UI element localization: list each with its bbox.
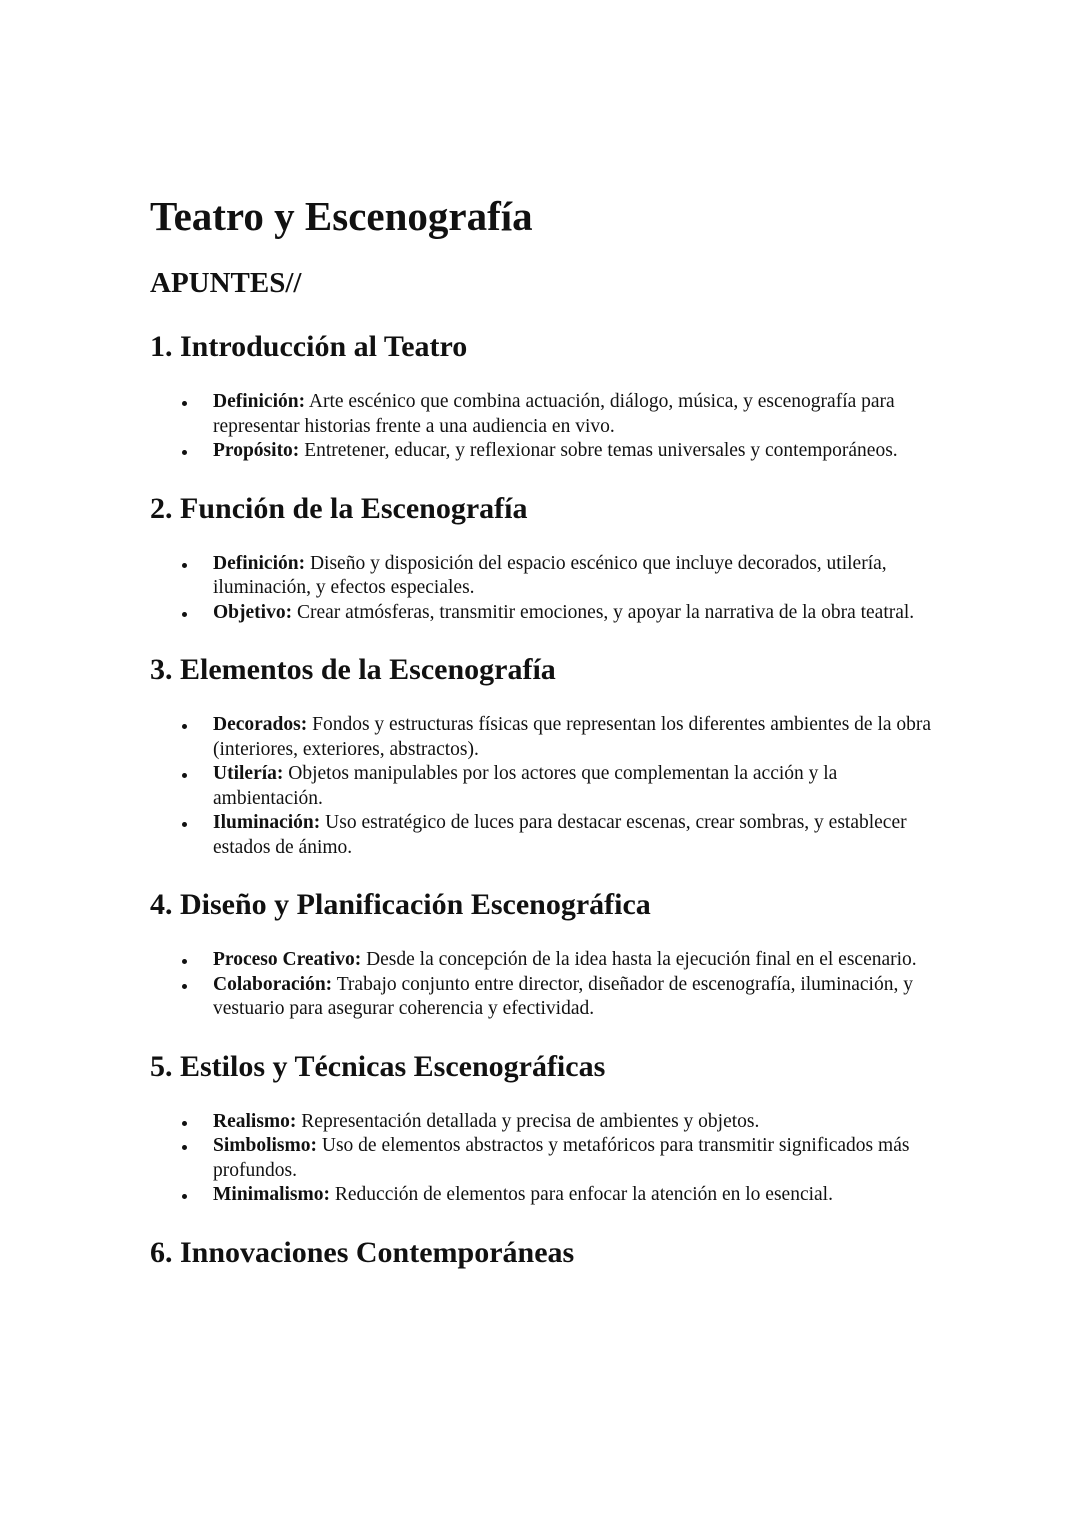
item-text: Uso estratégico de luces para destacar escenas, crear sombras, y establecer estados de ánimo. xyxy=(213,812,907,858)
bullet-icon xyxy=(182,1145,187,1150)
item-text: Representación detallada y precisa de ambientes y objetos. xyxy=(296,1110,760,1132)
list-item xyxy=(150,1134,940,1183)
item-text: Diseño y disposición del espacio escénico que incluye decorados, utilería, iluminación, y efectos especiales. xyxy=(213,552,887,598)
section-heading: 6. Innovaciones Contemporáneas xyxy=(150,1235,575,1269)
item-text: Crear atmósferas, transmitir emociones, y apoyar la narrativa de la obra teatral. xyxy=(292,601,915,623)
item-text: Objetos manipulables por los actores que complementan la acción y la ambientación. xyxy=(213,763,838,809)
bullet-list xyxy=(150,713,940,860)
item-text: Entretener, educar, y reflexionar sobre temas universales y contemporáneos. xyxy=(299,440,898,461)
item-term: Colaboración: xyxy=(213,973,333,995)
item-term: Utilería: xyxy=(213,763,284,784)
bullet-icon xyxy=(182,773,187,778)
section-heading: 1. Introducción al Teatro xyxy=(150,330,468,363)
list-item xyxy=(150,713,940,762)
item-text: Arte escénico que combina actuación, diálogo, música, y escenografía para representar historias frente a una audiencia en vivo. xyxy=(213,391,895,437)
list-item xyxy=(150,601,940,626)
item-term: Definición: xyxy=(213,552,306,574)
item-term: Minimalismo: xyxy=(213,1184,330,1205)
item-term: Definición: xyxy=(213,391,306,412)
bullet-list xyxy=(150,390,940,464)
list-item xyxy=(150,439,940,464)
item-text: Desde la concepción de la idea hasta la ejecución final en el escenario. xyxy=(361,949,917,970)
section-heading: 5. Estilos y Técnicas Escenográficas xyxy=(150,1049,606,1083)
bullet-list xyxy=(150,1110,940,1208)
item-term: Simbolismo: xyxy=(213,1135,318,1156)
list-item xyxy=(150,552,940,601)
bullet-icon xyxy=(182,563,187,568)
list-item xyxy=(150,1183,940,1208)
section-3 xyxy=(150,651,940,860)
section-heading: 2. Función de la Escenografía xyxy=(150,491,528,525)
item-term: Propósito: xyxy=(213,440,300,461)
bullet-icon xyxy=(182,612,187,617)
list-item xyxy=(150,762,940,811)
list-item xyxy=(150,390,940,439)
document-subtitle: APUNTES// xyxy=(150,267,302,299)
item-term: Realismo: xyxy=(213,1110,297,1132)
bullet-icon xyxy=(182,401,187,406)
document-title: Teatro y Escenografía xyxy=(150,193,533,239)
section-heading: 3. Elementos de la Escenografía xyxy=(150,653,556,686)
bullet-list xyxy=(150,948,940,1022)
section-1 xyxy=(150,328,940,464)
section-6 xyxy=(150,1234,940,1272)
item-term: Objetivo: xyxy=(213,601,293,623)
bullet-icon xyxy=(182,984,187,989)
section-heading: 4. Diseño y Planificación Escenográfica xyxy=(150,888,651,921)
item-text: Fondos y estructuras físicas que representan los diferentes ambientes de la obra (interiores, exteriores, abstractos). xyxy=(213,714,932,760)
section-5 xyxy=(150,1048,940,1208)
bullet-icon xyxy=(182,450,187,455)
list-item xyxy=(150,811,940,860)
bullet-icon xyxy=(182,1121,187,1126)
list-item xyxy=(150,1110,940,1135)
item-term: Decorados: xyxy=(213,714,308,735)
bullet-icon xyxy=(182,959,187,964)
sections-container xyxy=(150,328,940,1272)
document-page xyxy=(150,190,940,1298)
item-term: Iluminación: xyxy=(213,812,321,833)
item-text: Reducción de elementos para enfocar la atención en lo esencial. xyxy=(330,1184,833,1205)
list-item xyxy=(150,948,940,973)
item-term: Proceso Creativo: xyxy=(213,949,362,970)
item-text: Trabajo conjunto entre director, diseñador de escenografía, iluminación, y vestuario para asegurar coherencia y efectividad. xyxy=(213,973,913,1019)
bullet-icon xyxy=(182,1194,187,1199)
section-4 xyxy=(150,886,940,1022)
bullet-icon xyxy=(182,724,187,729)
item-text: Uso de elementos abstractos y metafóricos para transmitir significados más profundos. xyxy=(213,1135,910,1181)
list-item xyxy=(150,973,940,1022)
bullet-icon xyxy=(182,822,187,827)
section-2 xyxy=(150,490,940,626)
bullet-list xyxy=(150,552,940,626)
